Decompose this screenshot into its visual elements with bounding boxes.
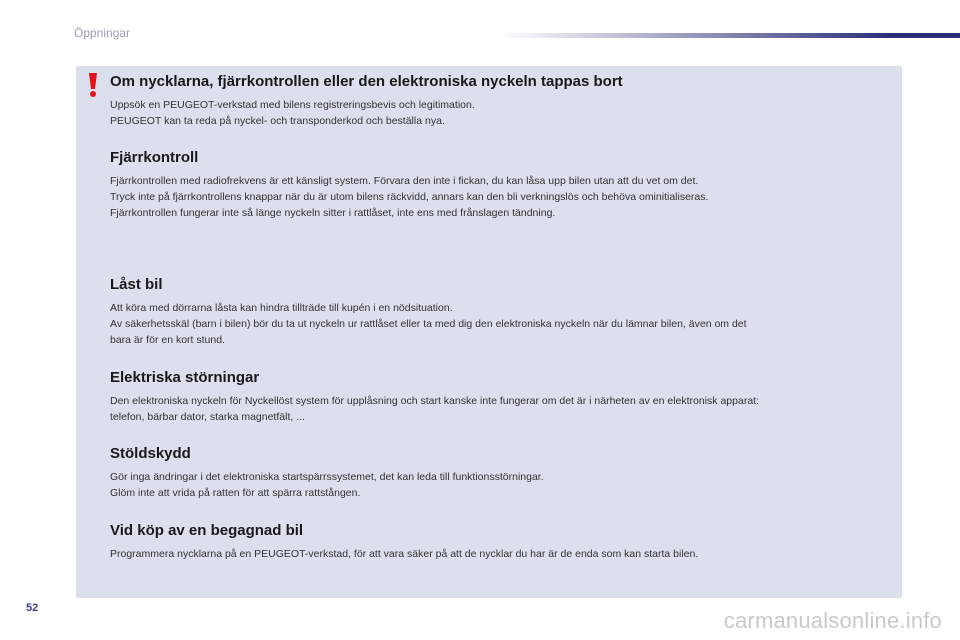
section-interference [110, 368, 890, 425]
text-line: Uppsök en PEUGEOT-verkstad med bilens registreringsbevis och legitimation. [110, 99, 475, 111]
text-line: Den elektroniska nyckeln för Nyckellöst system för upplåsning och start kanske inte fungerar om det är i närheten av en elektronisk apparat: [110, 395, 759, 407]
text-line: Gör inga ändringar i det elektroniska startspärrssystemet, det kan leda till funktionsstörningar. [110, 471, 544, 483]
text-line: PEUGEOT kan ta reda på nyckel- och transponderkod och beställa nya. [110, 115, 445, 127]
section-title: Elektriska störningar [110, 369, 260, 386]
text-line: telefon, bärbar dator, starka magnetfält, ... [110, 411, 305, 423]
section-used-car [110, 521, 890, 562]
text-line: bara är för en kort stund. [110, 334, 225, 346]
text-line: Fjärrkontrollen fungerar inte så länge nyckeln sitter i rattlåset, inte ens med frånslagen tändning. [110, 207, 556, 219]
text-line: Att köra med dörrarna låsta kan hindra tillträde till kupén i en nödsituation. [110, 302, 453, 314]
section-title: Vid köp av en begagnad bil [110, 522, 304, 539]
watermark: carmanualsonline.info [723, 608, 942, 633]
section-text [110, 173, 890, 221]
text-line: Av säkerhetsskäl (barn i bilen) bör du ta ut nyckeln ur rattlåset eller ta med dig den elektroniska nyckeln när du lämnar bilen, även om det [110, 318, 747, 330]
section-title: Om nycklarna, fjärrkontrollen eller den elektroniska nyckeln tappas bort [110, 73, 623, 90]
text-line: Tryck inte på fjärrkontrollens knappar när du är utom bilens räckvidd, annars kan den bli verkningslös och behöva ominitialiseras. [110, 191, 709, 203]
header-bar [500, 33, 960, 38]
section-label: Öppningar [74, 26, 131, 40]
section-title: Fjärrkontroll [110, 149, 199, 166]
section-text [110, 393, 890, 425]
section-text [110, 97, 890, 129]
section-title: Stöldskydd [110, 445, 191, 462]
exclamation-icon [86, 72, 100, 98]
text-line: Programmera nycklarna på en PEUGEOT-verkstad, för att vara säker på att de nycklar du har är de enda som kan starta bilen. [110, 548, 699, 560]
text-line: Glöm inte att vrida på ratten för att spärra rattstången. [110, 487, 361, 499]
section-text [110, 300, 890, 348]
section-text [110, 546, 890, 562]
section-lost-keys [110, 72, 890, 129]
section-immobiliser [110, 444, 890, 501]
section-title: Låst bil [110, 276, 163, 293]
section-locked-car [110, 275, 890, 348]
section-text [110, 469, 890, 501]
text-line: Fjärrkontrollen med radiofrekvens är ett känsligt system. Förvara den inte i fickan, du kan låsa upp bilen utan att du vet om det. [110, 175, 699, 187]
page-number: 52 [26, 602, 39, 614]
section-remote [110, 148, 890, 221]
